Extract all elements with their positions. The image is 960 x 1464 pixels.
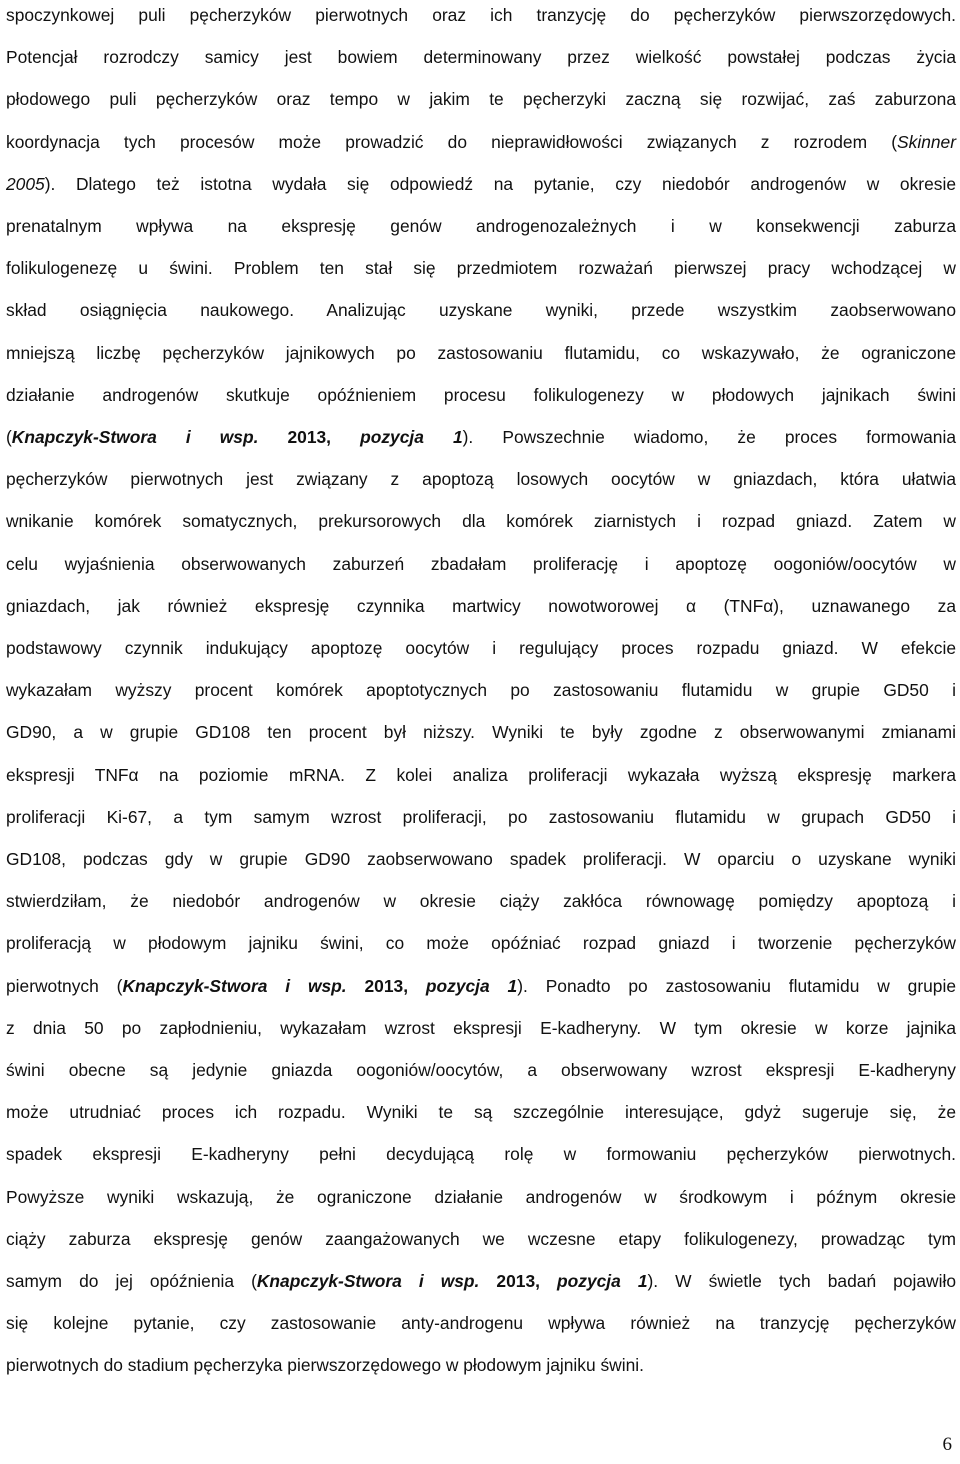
text-line: [6, 1350, 956, 1380]
line-text: koordynacja tych procesów może prowadzić do nieprawidłowości związanych z rozrodem (: [6, 131, 898, 152]
line-text: może utrudniać proces ich rozpadu. Wyniki te są szczególnie interesujące, gdyż sugeruje się, że: [6, 1102, 956, 1123]
line-text: ). Powszechnie wiadomo, że proces formowania: [462, 427, 957, 447]
line-text: spoczynkowej puli pęcherzyków pierwotnych oraz ich tranzycję do pęcherzyków pierwszorzędowych.: [6, 5, 956, 25]
text-line: [6, 380, 956, 410]
line-text: samym do jej opóźnienia (: [6, 1271, 257, 1291]
line-text: proliferacją w płodowym jajniku świni, co może opóźniać rozpad gniazd i tworzenie pęcherzyków: [6, 933, 956, 954]
line-text: się kolejne pytanie, czy zastosowanie anty-androgenu wpływa również na tranzycję pęcherzyków: [6, 1313, 956, 1334]
line-text: GD108, podczas gdy w grupie GD90 zaobserwowano spadek proliferacji. W oparciu o uzyskane wyniki: [6, 849, 956, 869]
text-line: [6, 1013, 956, 1043]
citation-text: pozycja 1: [557, 1271, 648, 1291]
text-line: [6, 1308, 956, 1338]
line-text: Potencjał rozrodczy samicy jest bowiem determinowany przez wielkość powstałej podczas życia: [6, 47, 956, 68]
line-text: pęcherzyków pierwotnych jest związany z apoptozą losowych oocytów w gniazdach, która ułatwia: [6, 469, 956, 490]
text-line: [6, 1097, 956, 1127]
citation-text: 2005: [6, 173, 45, 194]
line-text: wnikanie komórek somatycznych, prekursorowych dla komórek ziarnistych i rozpad gniazd. Zatem w: [6, 511, 956, 532]
line-text: skład osiągnięcia naukowego. Analizując uzyskane wyniki, przede wszystkim zaobserwowano: [6, 300, 956, 321]
line-text: wykazałam wyższy procent komórek apoptotycznych po zastosowaniu flutamidu w grupie GD50 i: [6, 680, 956, 701]
text-line: [6, 1266, 956, 1296]
text-line: [6, 253, 956, 283]
line-text: ). W świetle tych badań pojawiło: [647, 1271, 957, 1291]
line-text: ). Ponadto po zastosowaniu flutamidu w grupie: [517, 975, 956, 996]
text-line: [6, 928, 956, 958]
text-line: [6, 1224, 956, 1254]
line-text: ciąży zaburza ekspresję genów zaangażowanych we wczesne etapy folikulogenezy, prowadząc tym: [6, 1228, 956, 1249]
citation-text: pozycja 1: [360, 427, 463, 447]
citation-text: Knapczyk-Stwora i wsp.: [256, 1271, 480, 1291]
text-line: [6, 0, 956, 30]
page-number: 6: [942, 1434, 952, 1455]
text-line: [6, 42, 956, 72]
text-line: [6, 1139, 956, 1169]
line-text: działanie androgenów skutkuje opóźnieniem procesu folikulogenezy w płodowych jajnikach świni: [6, 384, 956, 405]
text-line: [6, 506, 956, 536]
text-line: [6, 633, 956, 663]
line-text: z dnia 50 po zapłodnieniu, wykazałam wzrost ekspresji E-kadheryny. W tym okresie w korze jajnika: [6, 1017, 956, 1038]
text-line: [6, 1055, 956, 1085]
text-line: [6, 422, 956, 452]
text-line: [6, 169, 956, 199]
line-text: (: [6, 427, 12, 447]
text-line: [6, 464, 956, 494]
line-text: Powyższe wyniki wskazują, że ograniczone działanie androgenów w środkowym i późnym okresie: [6, 1186, 956, 1207]
text-line: [6, 971, 956, 1001]
line-text: proliferacji Ki-67, a tym samym wzrost proliferacji, po zastosowaniu flutamidu w grupach GD50 i: [6, 806, 956, 827]
text-line: [6, 1182, 956, 1212]
text-line: [6, 211, 956, 241]
text-line: [6, 84, 956, 114]
line-text: pierwotnych do stadium pęcherzyka pierwszorzędowego w płodowym jajniku świni.: [6, 1355, 644, 1376]
line-text: podstawowy czynnik indukujący apoptozę oocytów i regulujący proces rozpadu gniazd. W efekcie: [6, 638, 956, 658]
line-text: świni obecne są jedynie gniazda oogoniów/oocytów, a obserwowany wzrost ekspresji E-kadheryny: [6, 1060, 956, 1080]
text-line: [6, 338, 956, 368]
line-text: pierwotnych (: [6, 975, 123, 996]
text-line: [6, 802, 956, 832]
citation-text: Knapczyk-Stwora i wsp.: [11, 427, 259, 447]
citation-text: Knapczyk-Stwora i wsp.: [122, 975, 347, 996]
line-text: GD90, a w grupie GD108 ten procent był niższy. Wyniki te były zgodne z obserwowanymi zmianami: [6, 722, 956, 743]
text-line: [6, 591, 956, 621]
line-text: spadek ekspresji E-kadheryny pełni decydującą rolę w formowaniu pęcherzyków pierwotnych.: [6, 1144, 956, 1165]
text-line: [6, 717, 956, 747]
line-text: płodowego puli pęcherzyków oraz tempo w jakim te pęcherzyki zaczną się rozwijać, zaś zaburzona: [6, 89, 956, 110]
text-line: [6, 295, 956, 325]
line-text: ). Dlatego też istotna wydała się odpowiedź na pytanie, czy niedobór androgenów w okresie: [44, 173, 956, 194]
text-line: [6, 844, 956, 874]
line-text: celu wyjaśnienia obserwowanych zaburzeń zbadałam proliferację i apoptozę oogoniów/oocytów w: [6, 553, 956, 574]
citation-text: 2013,: [346, 975, 426, 996]
text-line: [6, 886, 956, 916]
text-line: [6, 549, 956, 579]
line-text: stwierdziłam, że niedobór androgenów w okresie ciąży zakłóca równowagę pomiędzy apoptozą i: [6, 891, 956, 912]
line-text: gniazdach, jak również ekspresję czynnika martwicy nowotworowej α (TNFα), uznawanego za: [6, 595, 956, 616]
text-line: [6, 675, 956, 705]
line-text: mniejszą liczbę pęcherzyków jajnikowych po zastosowaniu flutamidu, co wskazywało, że ograniczone: [6, 342, 956, 363]
citation-text: pozycja 1: [425, 975, 518, 996]
citation-text: Skinner: [897, 131, 956, 152]
line-text: folikulogenezę u świni. Problem ten stał się przedmiotem rozważań pierwszej pracy wchodzącej w: [6, 258, 956, 279]
text-line: [6, 127, 956, 157]
line-text: prenatalnym wpływa na ekspresję genów androgenozależnych i w konsekwencji zaburza: [6, 216, 956, 236]
citation-text: 2013,: [258, 427, 361, 447]
text-line: [6, 760, 956, 790]
line-text: ekspresji TNFα na poziomie mRNA. Z kolei analiza proliferacji wykazała wyższą ekspresję markera: [6, 764, 956, 785]
citation-text: 2013,: [479, 1271, 557, 1291]
